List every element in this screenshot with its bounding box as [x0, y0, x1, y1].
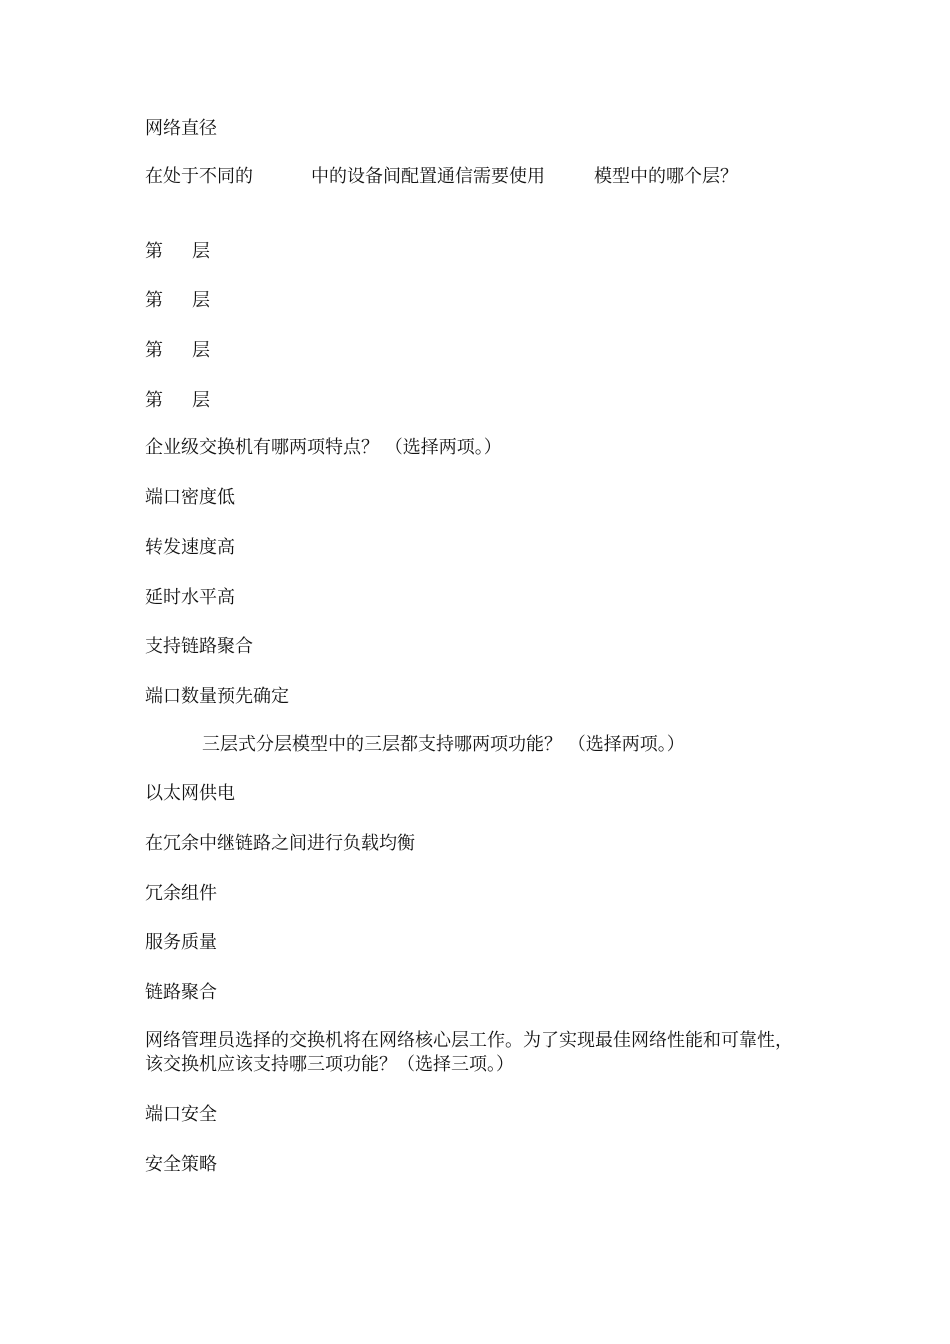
option-text: 层 [192, 241, 210, 262]
option-text: 服务质量 [145, 932, 217, 953]
question-text: 模型中的哪个层？ [594, 166, 738, 187]
option-text: 端口数量预先确定 [145, 686, 289, 707]
question-core-layer-switch: 网络管理员选择的交换机将在网络核心层工作。为了实现最佳网络性能和可靠性，该交换机应该支持哪三项功能？（选择三项。） [145, 1030, 793, 1075]
option-layer [145, 389, 210, 413]
option-text: 第 [145, 390, 163, 411]
option-text: 端口安全 [145, 1104, 217, 1125]
question-text: 中的设备间配置通信需要使用 [311, 166, 545, 187]
option-text: 第 [145, 340, 163, 361]
option-text: 转发速度高 [145, 537, 235, 558]
option-layer [145, 339, 210, 363]
option-layer [145, 240, 210, 264]
option-text: 支持链路聚合 [145, 636, 253, 657]
option-text: 第 [145, 290, 163, 311]
question-text: 在处于不同的 [145, 166, 253, 187]
text-line: 网络直径 [145, 118, 217, 139]
option-text: 层 [192, 390, 210, 411]
option-layer [145, 289, 210, 313]
question-enterprise-switch: 企业级交换机有哪两项特点？ （选择两项。） [145, 437, 502, 458]
option-text: 以太网供电 [145, 783, 235, 804]
option-text: 层 [192, 290, 210, 311]
question-osi-layer [145, 165, 738, 189]
option-text: 第 [145, 241, 163, 262]
option-text: 冗余组件 [145, 883, 217, 904]
option-text: 层 [192, 340, 210, 361]
option-text: 在冗余中继链路之间进行负载均衡 [145, 833, 415, 854]
option-text: 链路聚合 [145, 982, 217, 1003]
option-text: 端口密度低 [145, 487, 235, 508]
question-three-layer-model: 三层式分层模型中的三层都支持哪两项功能？ （选择两项。） [202, 734, 685, 755]
option-text: 安全策略 [145, 1154, 217, 1175]
option-text: 延时水平高 [145, 587, 235, 608]
